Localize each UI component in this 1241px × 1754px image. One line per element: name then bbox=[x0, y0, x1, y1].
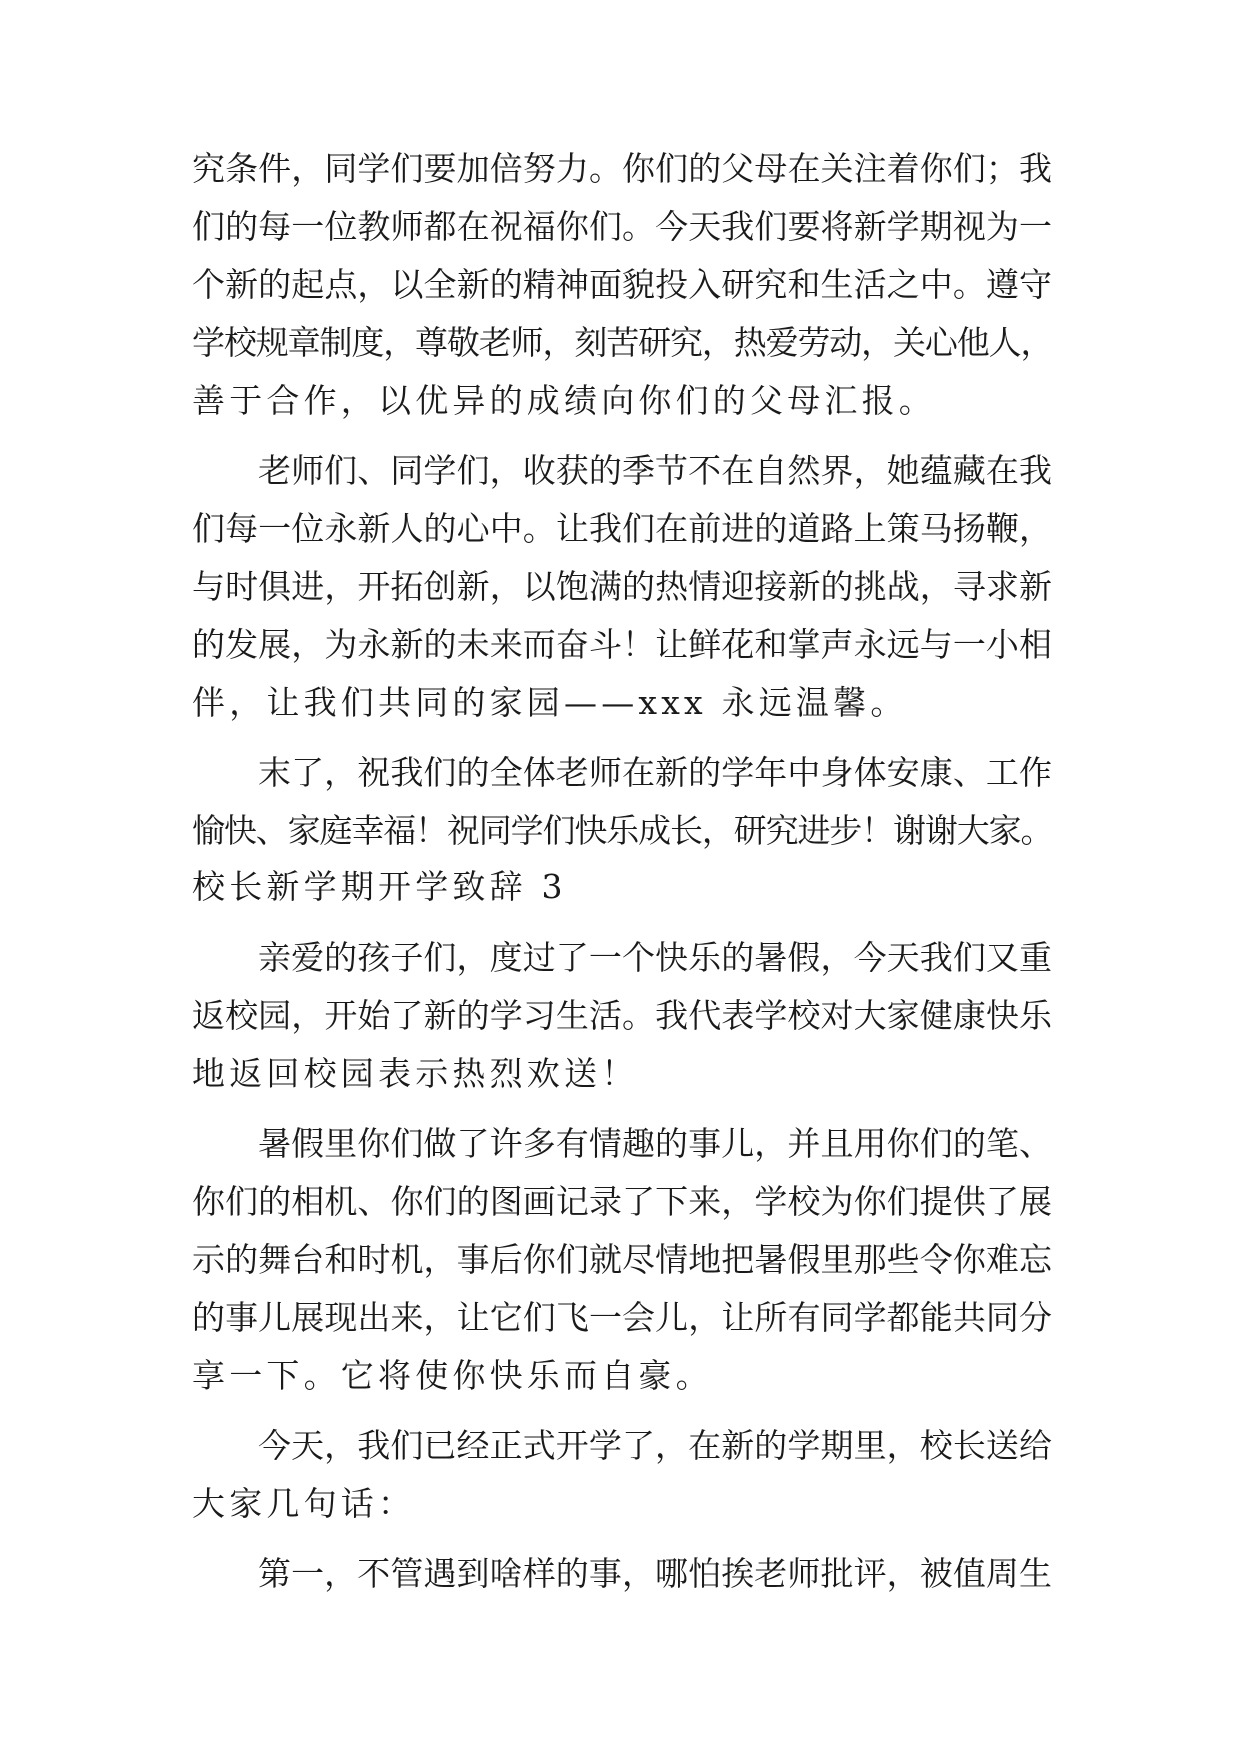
text-line: 们的每一位教师都在祝福你们。今天我们要将新学期视为一 bbox=[192, 207, 1052, 246]
paragraph-first-line: 老师们、同学们，收获的季节不在自然界，她蕴藏在我 bbox=[258, 451, 1052, 490]
section-heading: 校长新学期开学致辞 3 bbox=[192, 867, 567, 906]
text-line: 返校园，开始了新的学习生活。我代表学校对大家健康快乐 bbox=[192, 996, 1052, 1035]
text-line: 个新的起点，以全新的精神面貌投入研究和生活之中。遵守 bbox=[192, 265, 1052, 304]
paragraph-first-line: 第一，不管遇到啥样的事，哪怕挨老师批评，被值周生 bbox=[258, 1554, 1052, 1593]
paragraph-first-line: 今天，我们已经正式开学了，在新的学期里，校长送给 bbox=[258, 1426, 1052, 1465]
text-line: 的发展，为永新的未来而奋斗！让鲜花和掌声永远与一小相 bbox=[192, 625, 1052, 664]
paragraph-first-line: 末了，祝我们的全体老师在新的学年中身体安康、工作 bbox=[258, 753, 1052, 792]
text-line: 学校规章制度，尊敬老师，刻苦研究，热爱劳动，关心他人， bbox=[192, 323, 1052, 362]
text-line: 地返回校园表示热烈欢送！ bbox=[192, 1054, 639, 1093]
paragraph-first-line: 亲爱的孩子们，度过了一个快乐的暑假，今天我们又重 bbox=[258, 938, 1052, 977]
text-line: 示的舞台和时机，事后你们就尽情地把暑假里那些令你难忘 bbox=[192, 1240, 1052, 1279]
text-line: 善于合作，以优异的成绩向你们的父母汇报。 bbox=[192, 381, 936, 420]
text-line: 伴，让我们共同的家园——xxx 永远温馨。 bbox=[192, 683, 908, 722]
text-line: 究条件，同学们要加倍努力。你们的父母在关注着你们；我 bbox=[192, 149, 1052, 188]
text-line: 的事儿展现出来，让它们飞一会儿，让所有同学都能共同分 bbox=[192, 1298, 1052, 1337]
text-line: 大家几句话： bbox=[192, 1484, 416, 1523]
text-line: 们每一位永新人的心中。让我们在前进的道路上策马扬鞭， bbox=[192, 509, 1052, 548]
text-line: 享一下。它将使你快乐而自豪。 bbox=[192, 1356, 713, 1395]
text-line: 你们的相机、你们的图画记录了下来，学校为你们提供了展 bbox=[192, 1182, 1052, 1221]
text-line: 与时俱进，开拓创新，以饱满的热情迎接新的挑战，寻求新 bbox=[192, 567, 1052, 606]
text-line: 愉快、家庭幸福！祝同学们快乐成长，研究进步！谢谢大家。 bbox=[192, 811, 1052, 850]
paragraph-first-line: 暑假里你们做了许多有情趣的事儿，并且用你们的笔、 bbox=[258, 1124, 1052, 1163]
